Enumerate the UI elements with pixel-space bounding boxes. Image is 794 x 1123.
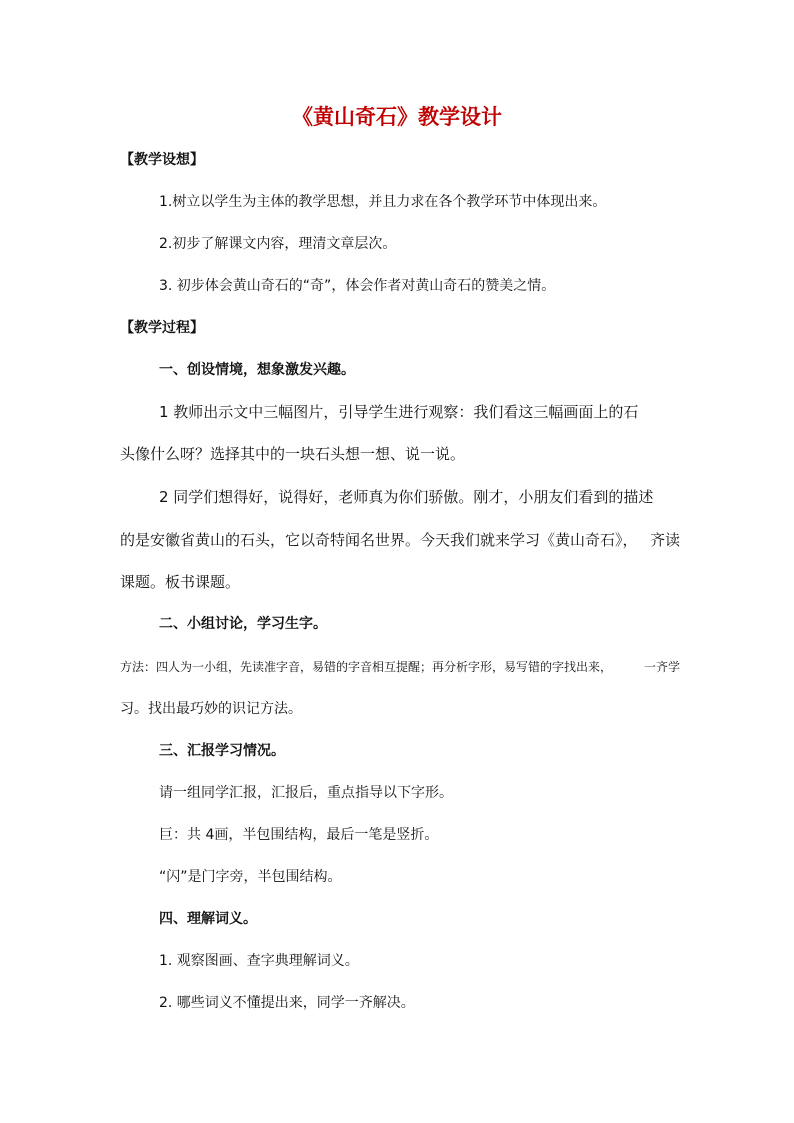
step-1-paragraph-2-line-2-end: 齐读 (649, 531, 680, 549)
step-2-line-1 (120, 657, 680, 677)
idea-item-2: 2.初步了解课文内容，理清文章层次。 (159, 236, 397, 252)
step-4-line-1: 1. 观察图画、查字典理解词义。 (159, 953, 359, 969)
step-1-paragraph-2-line-1: 2 同学们想得好，说得好，老师真为你们骄傲。刚才，小朋友们看到的描述 (159, 488, 654, 506)
step-1-paragraph-2-line-2-main: 的是安徽省黄山的石头，它以奇特闻名世界。今天我们就来学习《黄山奇石》， (120, 531, 638, 549)
step-4-heading: 四、理解词义。 (159, 911, 257, 927)
document-title: 《黄山奇石》教学设计 (292, 105, 502, 129)
step-1-paragraph-2-line-3: 课题。板书课题。 (120, 573, 241, 591)
step-3-heading: 三、汇报学习情况。 (159, 743, 285, 759)
step-2-heading: 二、小组讨论，学习生字。 (159, 616, 327, 632)
step-4-line-2: 2. 哪些词义不懂提出来，同学一齐解决。 (159, 995, 415, 1011)
step-2-line-2: 习。找出最巧妙的识记方法。 (120, 701, 302, 717)
step-1-paragraph-2-line-2 (120, 530, 680, 550)
step-3-line-1: 请一组同学汇报，汇报后，重点指导以下字形。 (159, 785, 453, 801)
step-3-line-2: 巨：共 4画，半包围结构，最后一笔是竖折。 (159, 827, 439, 843)
section-heading-teaching-ideas: 【教学设想】 (120, 152, 204, 168)
step-1-heading: 一、创设情境，想象激发兴趣。 (159, 362, 355, 378)
step-2-line-1-end: 一齐学 (643, 660, 680, 674)
section-heading-teaching-process: 【教学过程】 (120, 320, 204, 336)
step-1-paragraph-1-line-2: 头像什么呀？选择其中的一块石头想一想、说一说。 (120, 445, 466, 463)
step-3-line-3: “闪”是门字旁，半包围结构。 (159, 869, 342, 885)
step-1-paragraph-1-line-1: 1 教师出示文中三幅图片，引导学生进行观察：我们看这三幅画面上的石 (159, 403, 639, 421)
idea-item-3: 3. 初步体会黄山奇石的“奇”，体会作者对黄山奇石的赞美之情。 (159, 278, 556, 294)
idea-item-1: 1.树立以学生为主体的教学思想，并且力求在各个教学环节中体现出来。 (159, 194, 607, 210)
step-2-line-1-main: 方法：四人为一小组，先读准字音，易错的字音相互提醒；再分析字形，易写错的字找出来， (120, 660, 613, 674)
